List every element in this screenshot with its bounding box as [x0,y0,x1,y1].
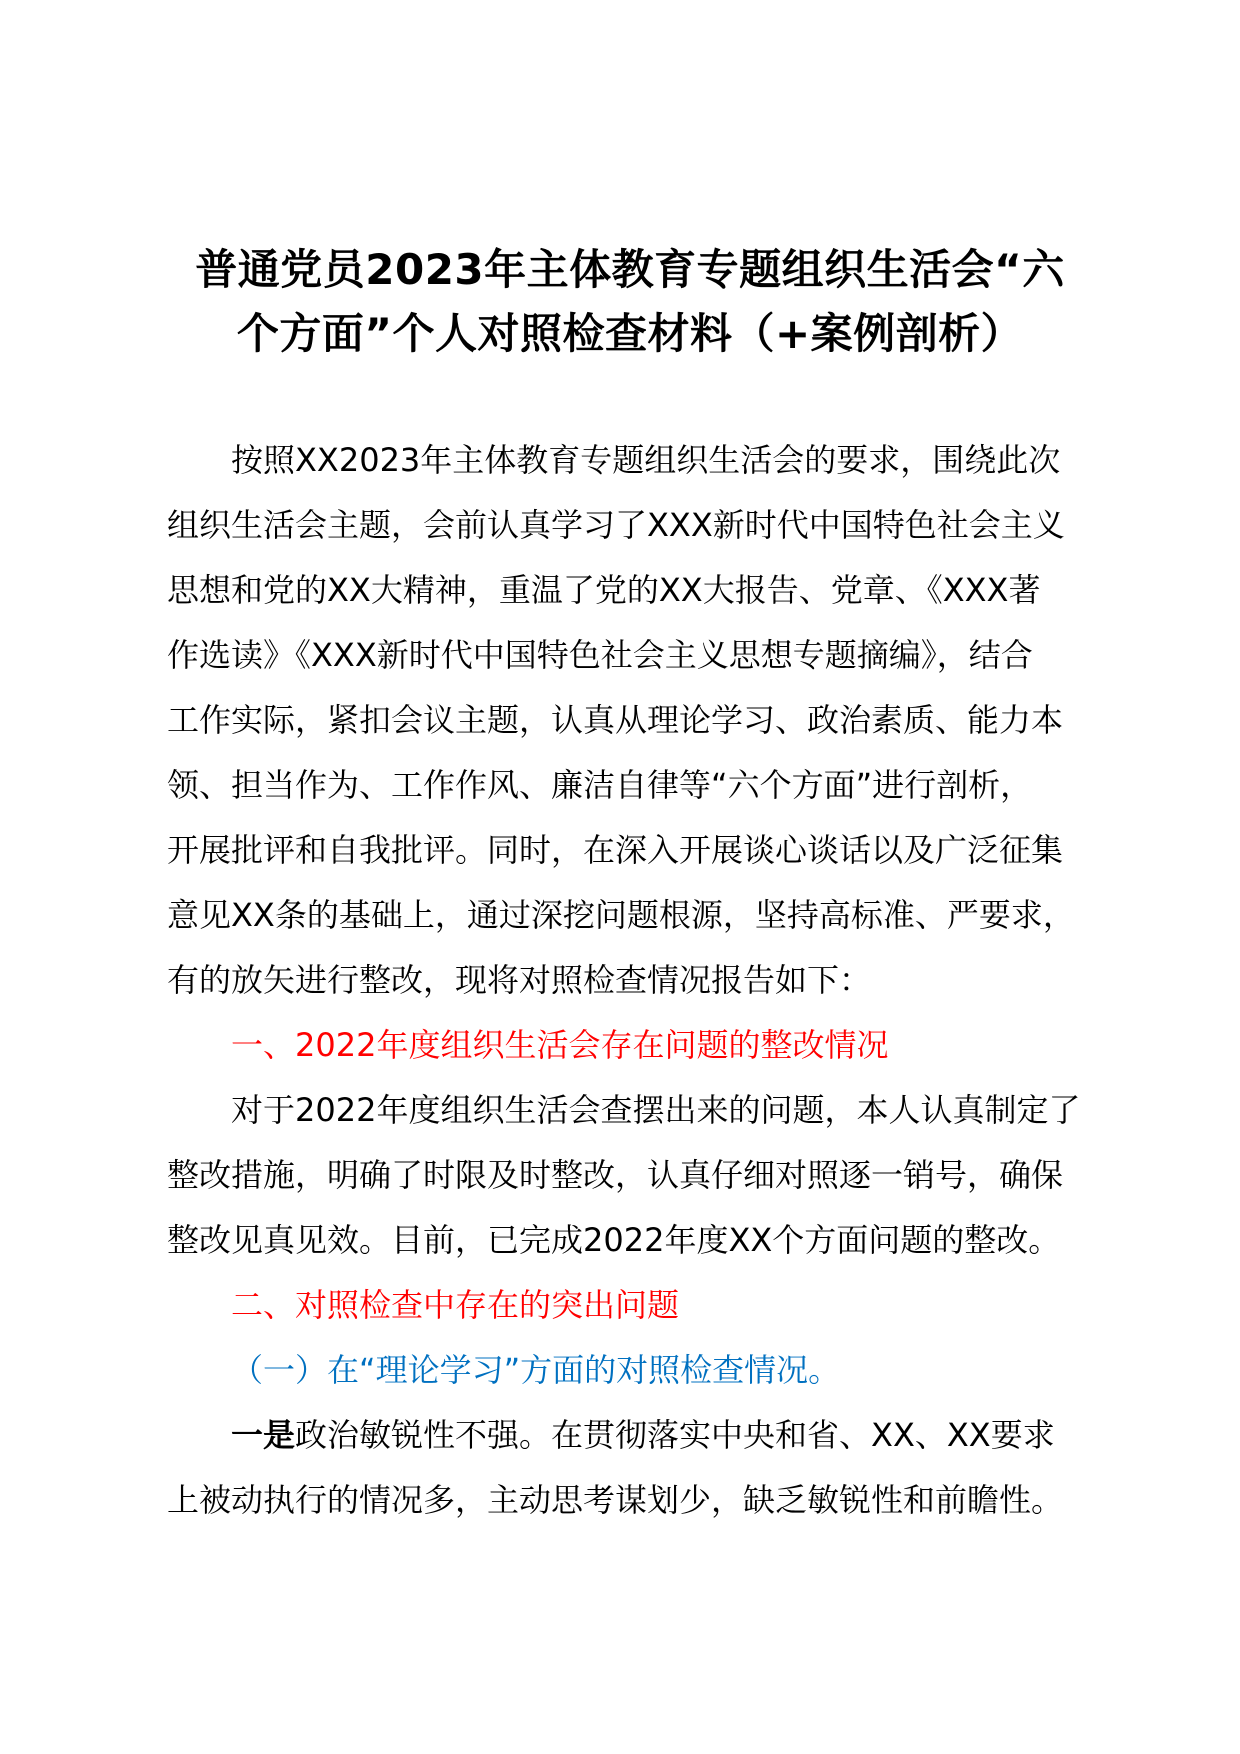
section-1-line: 整改措施，明确了时限及时整改，认真仔细对照逐一销号，确保 [167,1156,1064,1194]
section-2-item-1 [167,1403,1127,1533]
section-2-heading: 二、对照检查中存在的突出问题 [231,1286,680,1324]
title-line-2: 个方面”个人对照检查材料（+案例剖析） [236,309,1024,358]
intro-line: 有的放矢进行整改，现将对照检查情况报告如下： [167,961,872,999]
section-1-line: 对于2022年度组织生活会查摆出来的问题，本人认真制定了 [231,1091,1081,1129]
intro-line: 思想和党的XX大精神，重温了党的XX大报告、党章、《XXX著 [167,571,1041,609]
intro-line: 作选读》《XXX新时代中国特色社会主义思想专题摘编》，结合 [167,636,1033,674]
section-1-line: 整改见真见效。目前，已完成2022年度XX个方面问题的整改。 [167,1221,1061,1259]
intro-paragraph [167,428,1127,1013]
item-1-second-line: 上被动执行的情况多，主动思考谋划少，缺乏敏锐性和前瞻性。 [167,1481,1064,1519]
title-line-1: 普通党员2023年主体教育专题组织生活会“六 [195,245,1065,294]
item-1-lead: 一是 [231,1416,296,1454]
document-title [150,238,1110,366]
intro-line: 组织生活会主题，会前认真学习了XXX新时代中国特色社会主义 [167,506,1065,544]
section-1-paragraph [167,1078,1127,1273]
intro-line: 意见XX条的基础上，通过深挖问题根源，坚持高标准、严要求， [167,896,1075,934]
intro-line: 工作实际，紧扣会议主题，认真从理论学习、政治素质、能力本 [167,701,1064,739]
intro-line: 开展批评和自我批评。同时，在深入开展谈心谈话以及广泛征集 [167,831,1064,869]
intro-line: 按照XX2023年主体教育专题组织生活会的要求，围绕此次 [231,441,1061,479]
section-2-subheading: （一）在“理论学习”方面的对照检查情况。 [231,1351,841,1389]
item-1-first-line [167,1403,1127,1468]
intro-line: 领、担当作为、工作作风、廉洁自律等“六个方面”进行剖析， [167,766,1033,804]
item-1-text: 政治敏锐性不强。在贯彻落实中央和省、XX、XX要求 [295,1416,1055,1454]
section-1-heading: 一、2022年度组织生活会存在问题的整改情况 [231,1026,889,1064]
document-body [167,428,1127,1533]
